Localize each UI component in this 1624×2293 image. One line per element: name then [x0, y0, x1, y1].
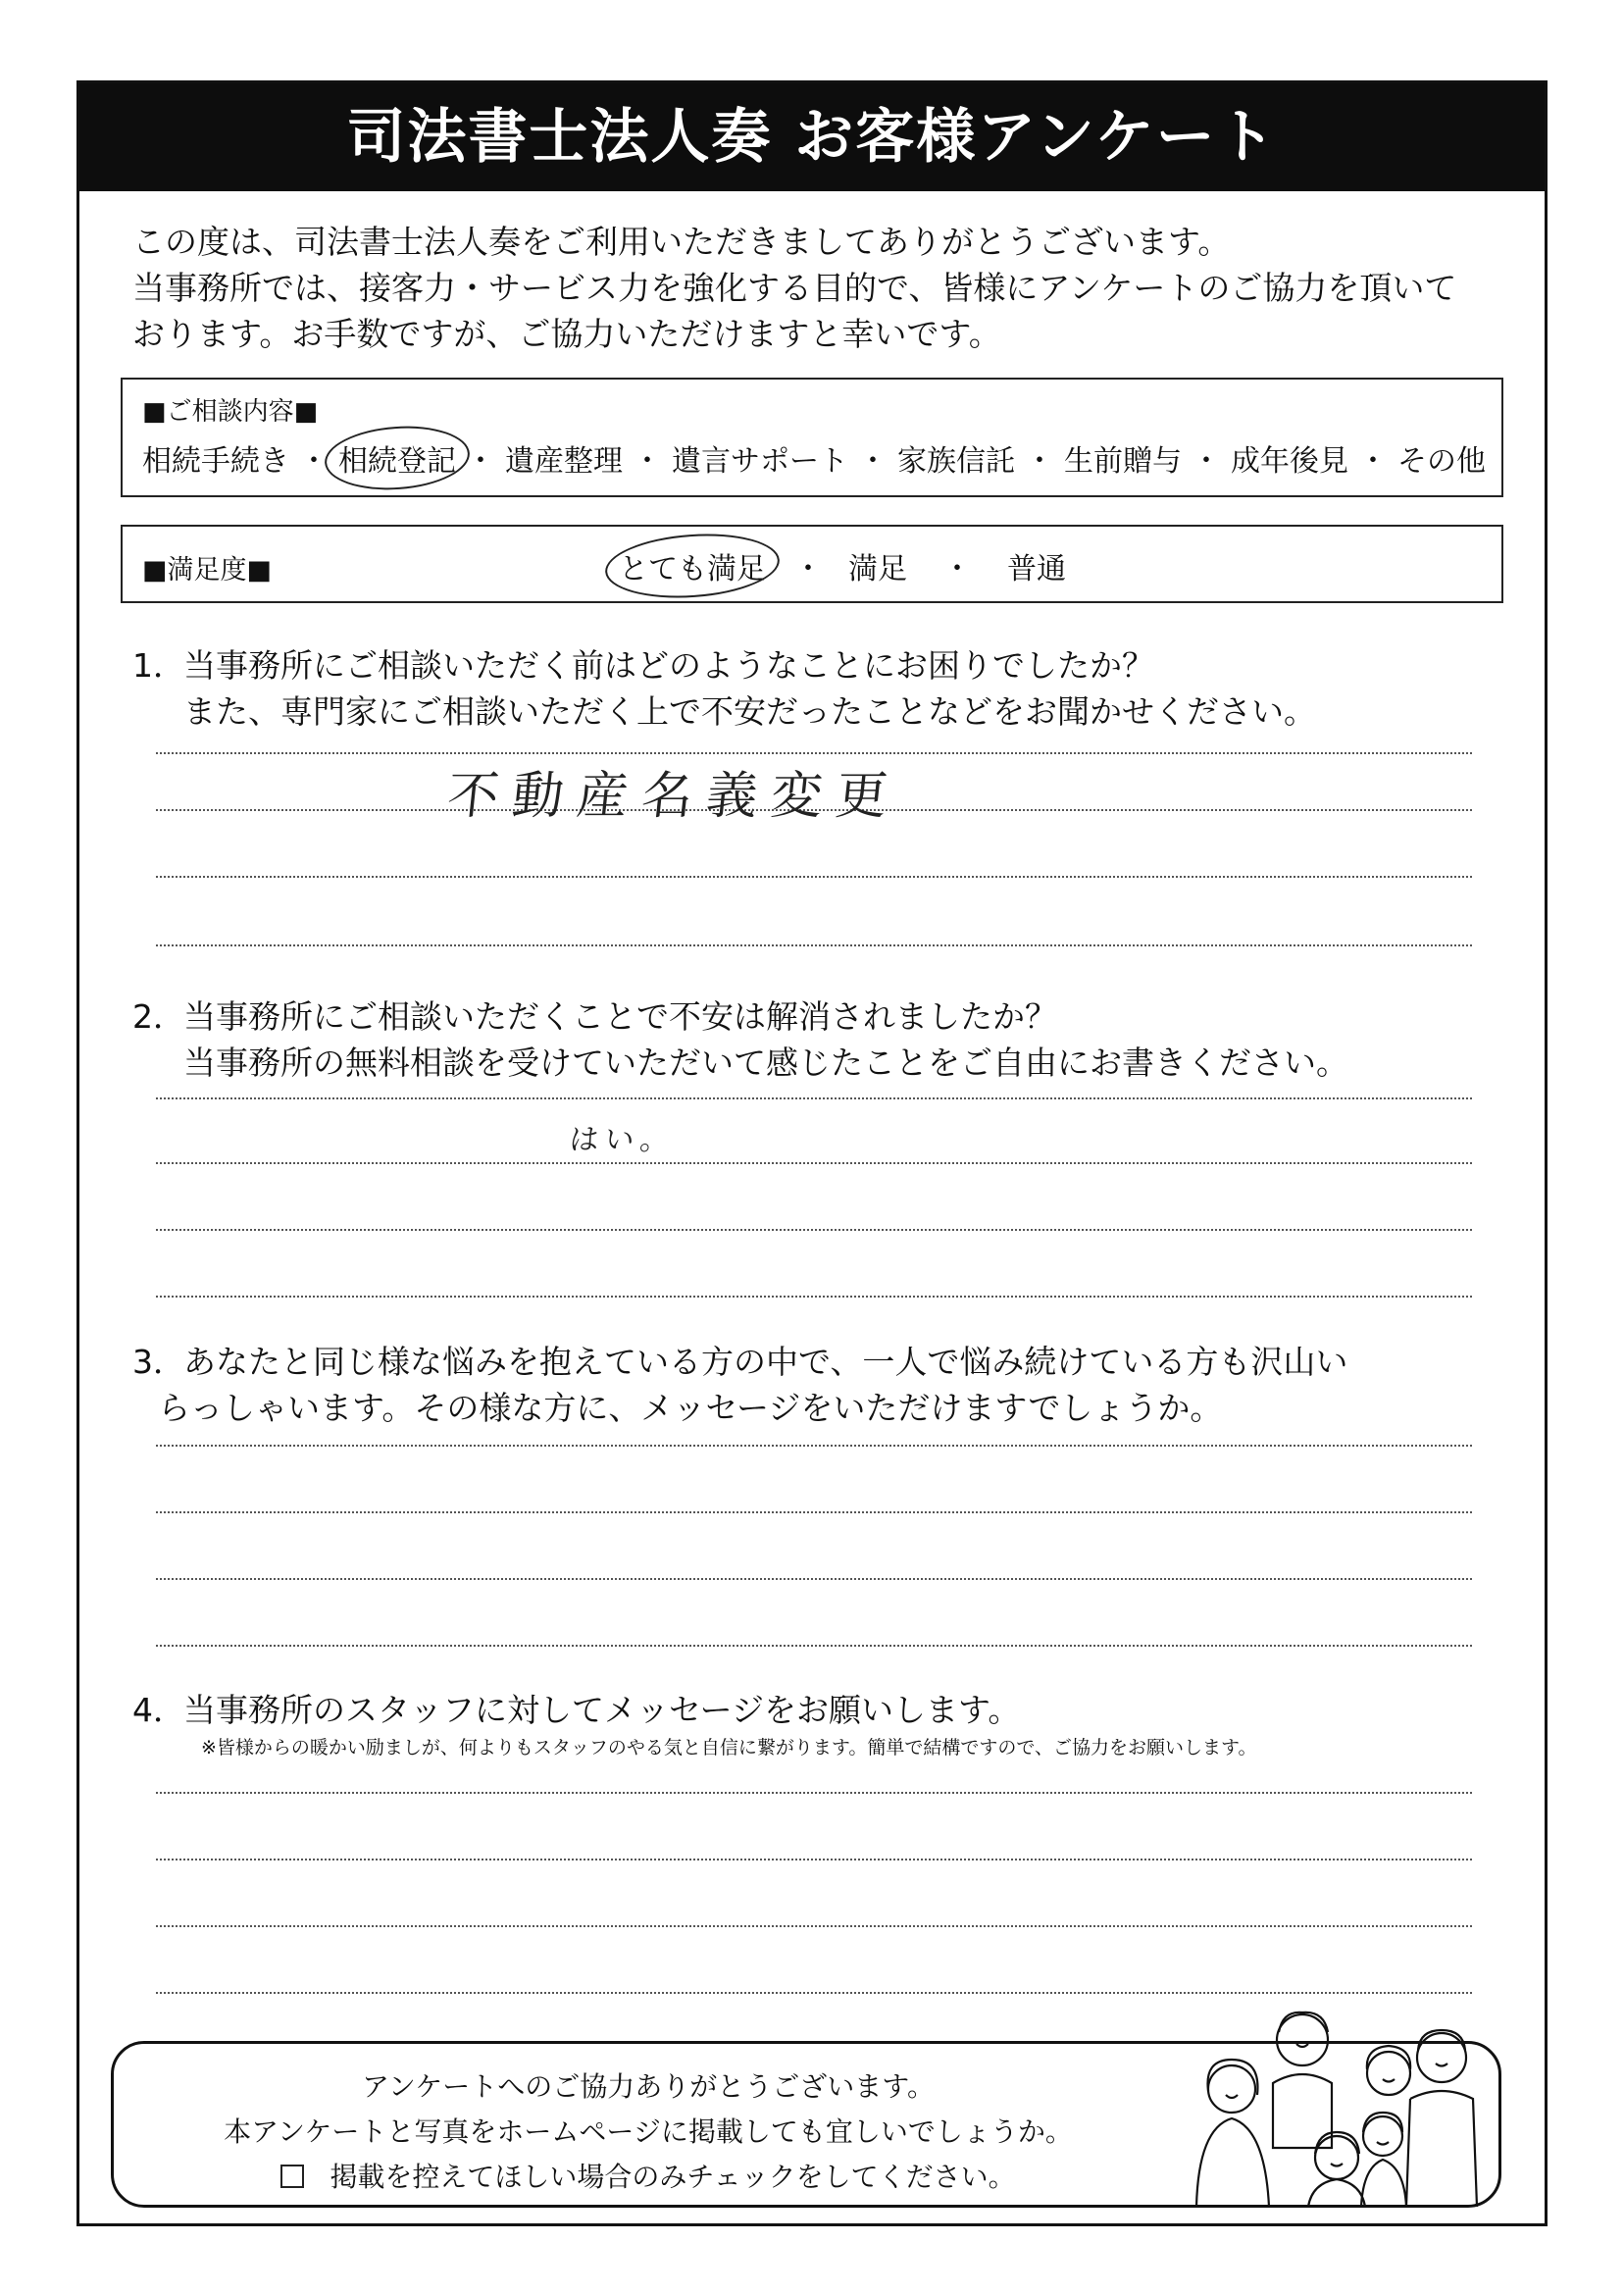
- separator: ・: [942, 552, 972, 586]
- answer-line: [156, 1992, 1472, 1994]
- separator: ・: [466, 444, 495, 479]
- question-text: あなたと同じ様な悩みを抱えている方の中で、一人で悩み続けている方も沢山い: [183, 1343, 1348, 1381]
- option-label: とても満足: [619, 552, 766, 586]
- question-number: 2．: [132, 997, 185, 1036]
- option-satisfied[interactable]: 満足: [848, 552, 907, 586]
- option-yuigon-support[interactable]: 遺言サポート: [672, 444, 848, 479]
- question-4: [132, 1687, 1257, 1762]
- question-note: ※皆様からの暖かい励ましが、何よりもスタッフのやる気と自信に繋がります。簡単で結構ですので、ご協力をお願いします。: [201, 1737, 1257, 1758]
- separator: ・: [1192, 444, 1221, 479]
- answer-line: [156, 1511, 1472, 1513]
- option-label: 相続登記: [338, 444, 456, 479]
- separator: ・: [633, 444, 662, 479]
- question-number: 1．: [132, 646, 185, 685]
- intro-line: おります。お手数ですが、ご協力いただけますと幸いです。: [132, 315, 1001, 353]
- question-text: 当事務所にご相談いただく前はどのようなことにお困りでしたか？: [183, 646, 1154, 685]
- option-seizen-zouyo[interactable]: 生前贈与: [1064, 444, 1182, 479]
- option-isan-seiri[interactable]: 遺産整理: [505, 444, 623, 479]
- answer-line: [156, 1925, 1472, 1927]
- consultation-box: [121, 378, 1503, 497]
- answer-line: [156, 944, 1472, 946]
- family-illustration: [1175, 2001, 1489, 2207]
- footer-question: 本アンケートと写真をホームページに掲載しても宜しいでしょうか。: [224, 2115, 1073, 2148]
- separator: ・: [1025, 444, 1054, 479]
- question-3: [132, 1339, 1347, 1431]
- handwritten-answer-2[interactable]: はい。: [567, 1123, 678, 1157]
- option-sonota[interactable]: その他: [1397, 444, 1486, 479]
- answer-line: [156, 1578, 1472, 1580]
- handwritten-circle-mark: [603, 529, 782, 603]
- question-1: [132, 642, 1316, 735]
- answer-line: [156, 1296, 1472, 1298]
- option-souzoku-tetsuzuki[interactable]: 相続手続き: [142, 444, 289, 479]
- separator: ・: [299, 444, 329, 479]
- question-2: [132, 994, 1348, 1086]
- answer-line: [156, 876, 1472, 878]
- question-text: 当事務所の無料相談を受けていただいて感じたことをご自由にお書きください。: [183, 1044, 1348, 1082]
- handwritten-answer-1[interactable]: 不動産名義変更: [444, 767, 904, 826]
- survey-sheet: [76, 80, 1548, 2226]
- question-text: また、専門家にご相談いただく上で不安だったことなどをお聞かせください。: [183, 692, 1316, 731]
- answer-line: [156, 1162, 1472, 1164]
- intro-text: [132, 219, 1515, 357]
- separator: ・: [793, 552, 823, 586]
- option-normal[interactable]: 普通: [1007, 552, 1066, 586]
- answer-line: [156, 1645, 1472, 1647]
- option-seinen-kouken[interactable]: 成年後見: [1231, 444, 1348, 479]
- option-very-satisfied[interactable]: [619, 544, 766, 587]
- answer-line: [156, 1859, 1472, 1860]
- handwritten-circle-mark: [323, 422, 472, 494]
- consent-footer: [111, 2041, 1501, 2208]
- intro-line: 当事務所では、接客力・サービス力を強化する目的で、皆様にアンケートのご協力を頂いて: [132, 269, 1457, 307]
- satisfaction-box: [121, 525, 1503, 603]
- footer-consent-row: [114, 2156, 1183, 2195]
- question-number: 3．: [132, 1343, 185, 1381]
- question-text: らっしゃいます。その様な方に、メッセージをいただけますでしょうか。: [158, 1389, 1223, 1427]
- option-kazoku-shintaku[interactable]: 家族信託: [897, 444, 1015, 479]
- question-text: 当事務所にご相談いただくことで不安は解消されましたか？: [183, 997, 1057, 1036]
- answer-line: [156, 1229, 1472, 1231]
- consent-checkbox[interactable]: [280, 2165, 304, 2188]
- consultation-options: [142, 436, 1486, 480]
- page-title: 司法書士法人奏 お客様アンケート: [79, 83, 1545, 191]
- separator: ・: [858, 444, 888, 479]
- satisfaction-options: [619, 544, 1066, 587]
- consent-checkbox-label: 掲載を控えてほしい場合のみチェックをしてください。: [330, 2161, 1016, 2193]
- answer-line: [156, 1445, 1472, 1447]
- question-number: 4．: [132, 1691, 185, 1729]
- option-souzoku-touki[interactable]: [338, 436, 456, 480]
- question-text: 当事務所のスタッフに対してメッセージをお願いします。: [183, 1691, 1021, 1729]
- consultation-label: ■ご相談内容■: [142, 397, 319, 427]
- answer-line: [156, 1792, 1472, 1794]
- satisfaction-label: ■満足度■: [142, 555, 273, 586]
- intro-line: この度は、司法書士法人奏をご利用いただきましてありがとうございます。: [132, 223, 1231, 261]
- separator: ・: [1358, 444, 1388, 479]
- answer-line: [156, 1097, 1472, 1099]
- footer-thanks: アンケートへのご協力ありがとうございます。: [361, 2070, 936, 2103]
